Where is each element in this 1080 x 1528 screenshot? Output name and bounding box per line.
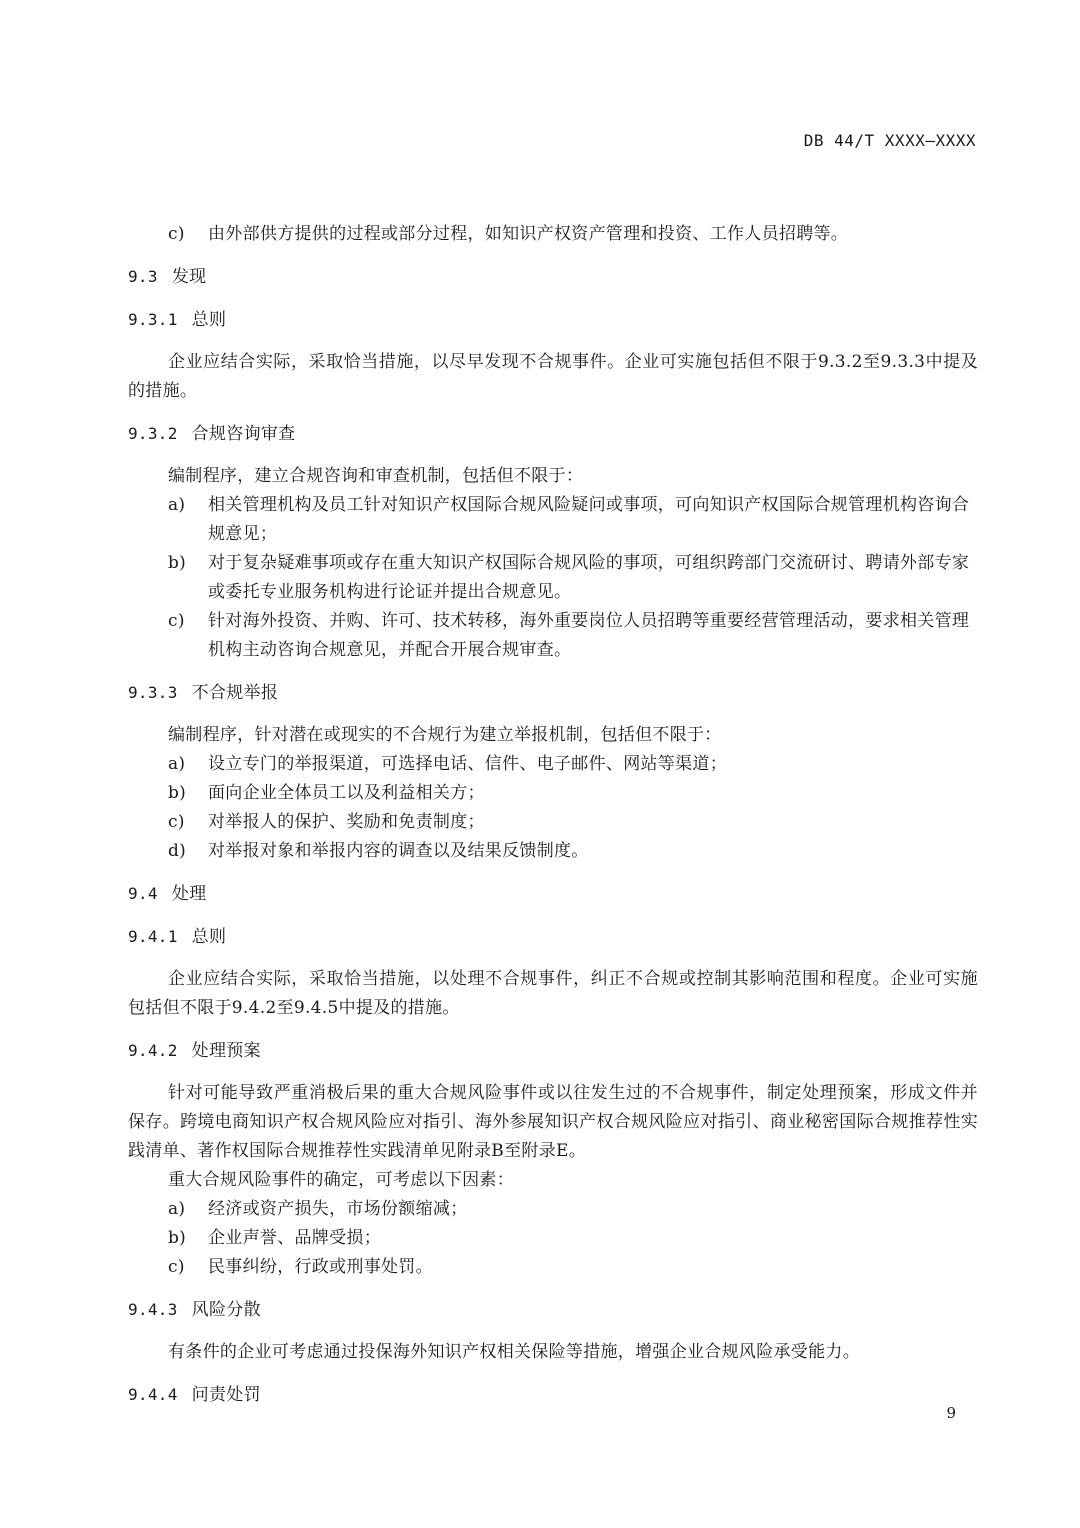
list-item [128, 1195, 978, 1224]
document-body [128, 220, 978, 1423]
list-item-text: 设立专门的举报渠道，可选择电话、信件、电子邮件、网站等渠道； [208, 754, 727, 774]
list-item-text: 企业声誉、品牌受损； [208, 1228, 381, 1248]
paragraph: 有条件的企业可考虑通过投保海外知识产权相关保险等措施，增强企业合规风险承受能力。 [168, 1342, 860, 1362]
list-item-text: 由外部供方提供的过程或部分过程，如知识产权资产管理和投资、工作人员招聘等。 [208, 224, 849, 244]
section-number: 9.4 [128, 884, 158, 903]
page-number: 9 [946, 1404, 956, 1422]
section-heading [128, 1036, 978, 1066]
list-item-text: 对举报人的保护、奖励和免责制度； [208, 812, 485, 832]
list-item [128, 837, 978, 866]
list-marker: a) [168, 754, 186, 774]
section-title: 问责处罚 [191, 1385, 261, 1405]
section-title: 风险分散 [191, 1300, 261, 1320]
list-item [128, 1253, 978, 1282]
paragraph: 编制程序，建立合规咨询和审查机制，包括但不限于： [168, 466, 584, 486]
list-marker: a) [168, 1199, 186, 1219]
section-title: 总则 [191, 927, 227, 947]
section-title: 合规咨询审查 [191, 424, 296, 444]
list-item [128, 750, 978, 779]
section-number: 9.3.3 [128, 683, 178, 702]
section-heading [128, 922, 978, 952]
list-item-text: 针对海外投资、并购、许可、技术转移，海外重要岗位人员招聘等重要经营管理活动，要求相关管理机构主动咨询合规意见，并配合开展合规审查。 [208, 611, 970, 660]
section-number: 9.4.4 [128, 1385, 178, 1404]
list-item [128, 808, 978, 837]
document-code-header: DB 44/T XXXX—XXXX [803, 131, 976, 150]
list-item [128, 607, 978, 665]
list-item [128, 491, 978, 549]
list-marker: d) [168, 841, 187, 861]
list-marker: a) [168, 495, 186, 515]
list-item [128, 549, 978, 607]
section-number: 9.4.3 [128, 1300, 178, 1319]
list-item [128, 220, 978, 249]
section-title: 处理预案 [191, 1041, 261, 1061]
list-marker: c) [168, 812, 185, 832]
list-item [128, 779, 978, 808]
section-heading [128, 419, 978, 449]
list-marker: b) [168, 783, 187, 803]
section-number: 9.4.1 [128, 927, 178, 946]
list-item-text: 民事纠纷，行政或刑事处罚。 [208, 1257, 433, 1277]
list-item-text: 对举报对象和举报内容的调查以及结果反馈制度。 [208, 841, 589, 861]
section-heading [128, 262, 978, 292]
section-number: 9.4.2 [128, 1041, 178, 1060]
section-title: 发现 [171, 267, 207, 287]
list-item-text: 面向企业全体员工以及利益相关方； [208, 783, 485, 803]
section-heading [128, 1295, 978, 1325]
section-heading [128, 305, 978, 335]
section-title: 总则 [191, 310, 227, 330]
list-marker: c) [168, 1257, 185, 1277]
list-marker: c) [168, 224, 185, 244]
paragraph: 重大合规风险事件的确定，可考虑以下因素： [168, 1170, 514, 1190]
paragraph: 针对可能导致严重消极后果的重大合规风险事件或以往发生过的不合规事件，制定处理预案，形成文件并保存。跨境电商知识产权合规风险应对指引、海外参展知识产权合规风险应对指引、商业秘密国际合规推荐性实践清单、著作权国际合规推荐性实践清单见附录B至附录E。 [128, 1083, 978, 1161]
section-heading [128, 678, 978, 708]
section-heading [128, 1380, 978, 1410]
list-marker: b) [168, 1228, 187, 1248]
list-item [128, 1224, 978, 1253]
section-number: 9.3.2 [128, 424, 178, 443]
list-marker: b) [168, 553, 187, 573]
paragraph: 编制程序，针对潜在或现实的不合规行为建立举报机制，包括但不限于： [168, 725, 722, 745]
section-number: 9.3.1 [128, 310, 178, 329]
paragraph: 企业应结合实际，采取恰当措施，以处理不合规事件，纠正不合规或控制其影响范围和程度。企业可实施包括但不限于9.4.2至9.4.5中提及的措施。 [128, 969, 978, 1018]
section-title: 不合规举报 [191, 683, 279, 703]
section-title: 处理 [171, 884, 207, 904]
section-number: 9.3 [128, 267, 158, 286]
paragraph: 企业应结合实际，采取恰当措施，以尽早发现不合规事件。企业可实施包括但不限于9.3.2至9.3.3中提及的措施。 [128, 352, 978, 401]
list-item-text: 经济或资产损失，市场份额缩减； [208, 1199, 468, 1219]
list-marker: c) [168, 611, 185, 631]
section-heading [128, 879, 978, 909]
list-item-text: 相关管理机构及员工针对知识产权国际合规风险疑问或事项，可向知识产权国际合规管理机构咨询合规意见； [208, 495, 970, 544]
list-item-text: 对于复杂疑难事项或存在重大知识产权国际合规风险的事项，可组织跨部门交流研讨、聘请外部专家或委托专业服务机构进行论证并提出合规意见。 [208, 553, 970, 602]
